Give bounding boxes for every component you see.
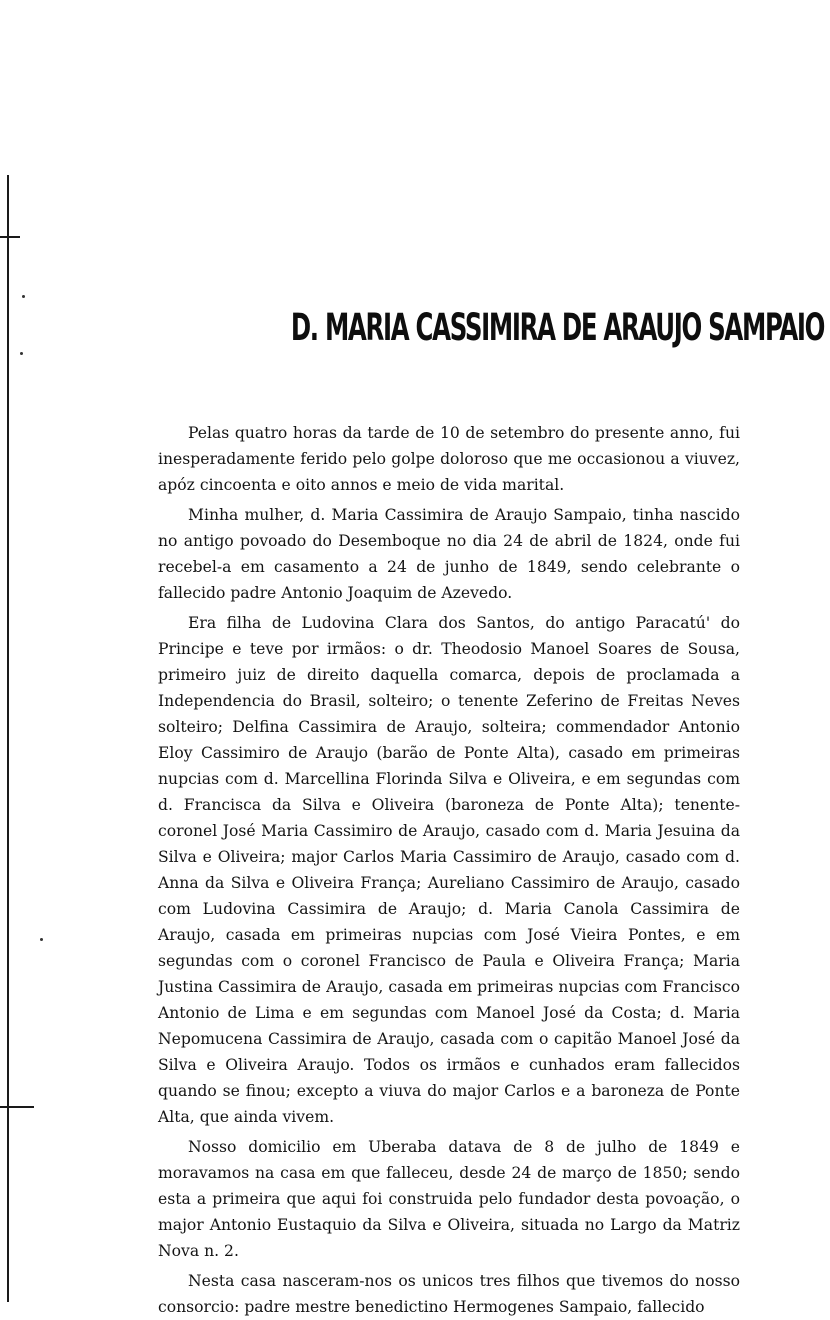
ink-speck: [22, 295, 25, 298]
paragraph: Era filha de Ludovina Clara dos Santos, do antigo Paracatú' do Principe e teve por irmãos: o dr. Theodosio Manoel Soares de Sousa, primeiro juiz de direito daquella comarca, depois de proclamada a Independencia do Brasil, solteiro; o tenente Zeferino de Freitas Neves solteiro; Delfina Cassimira de Araujo, solteira; commendador Antonio Eloy Cassimiro de Araujo (barão de Ponte Alta), casado em primeiras nupcias com d. Marcellina Florinda Silva e Oliveira, e em segundas com d. Francisca da Silva e Oliveira (baroneza de Ponte Alta); tenente-coronel José Maria Cassimiro de Araujo, casado com d. Maria Jesuina da Silva e Oliveira; major Carlos Maria Cassimiro de Araujo, casado com d. Anna da Silva e Oliveira França; Aureliano Cassimiro de Araujo, casado com Ludovina Cassimira de Araujo; d. Maria Canola Cassimira de Araujo, casada em primeiras nupcias com José Vieira Pontes, e em segundas com o coronel Francisco de Paula e Oliveira França; Maria Justina Cassimira de Araujo, casada em primeiras nupcias com Francisco Antonio de Lima e em segundas com Manoel José da Costa; d. Maria Nepomucena Cassimira de Araujo, casada com o capitão Manoel José da Silva e Oliveira Araujo. Todos os irmãos e cunhados eram fallecidos quando se finou; excepto a viuva do major Carlos e a baroneza de Ponte Alta, que ainda vivem.: [158, 614, 740, 1126]
paragraph: Minha mulher, d. Maria Cassimira de Araujo Sampaio, tinha nascido no antigo povoado do Desemboque no dia 24 de abril de 1824, onde fui recebel-a em casamento a 24 de junho de 1849, sendo celebrante o fallecido padre Antonio Joaquim de Azevedo.: [158, 506, 740, 602]
margin-tick-mark: [0, 236, 20, 238]
article-body: [158, 420, 740, 1320]
paragraph: Pelas quatro horas da tarde de 10 de setembro do presente anno, fui inesperadamente ferido pelo golpe doloroso que me occasionou a viuvez, apóz cincoenta e oito annos e meio de vida marital.: [158, 424, 740, 494]
ink-speck: [40, 938, 43, 941]
page-title: D. MARIA CASSIMIRA DE ARAUJO SAMPAIO: [290, 306, 825, 349]
ink-speck: [20, 352, 23, 355]
paragraph: Nosso domicilio em Uberaba datava de 8 de julho de 1849 e moravamos na casa em que falleceu, desde 24 de março de 1850; sendo esta a primeira que aqui foi construida pelo fundador desta povoação, o major Antonio Eustaquio da Silva e Oliveira, situada no Largo da Matriz Nova n. 2.: [158, 1138, 740, 1260]
paragraph: Nesta casa nasceram-nos os unicos tres filhos que tivemos do nosso consorcio: padre mestre benedictino Hermogenes Sampaio, fallecido: [158, 1272, 740, 1316]
page-edge-rule: [7, 175, 9, 1302]
margin-tick-mark: [0, 1106, 34, 1108]
